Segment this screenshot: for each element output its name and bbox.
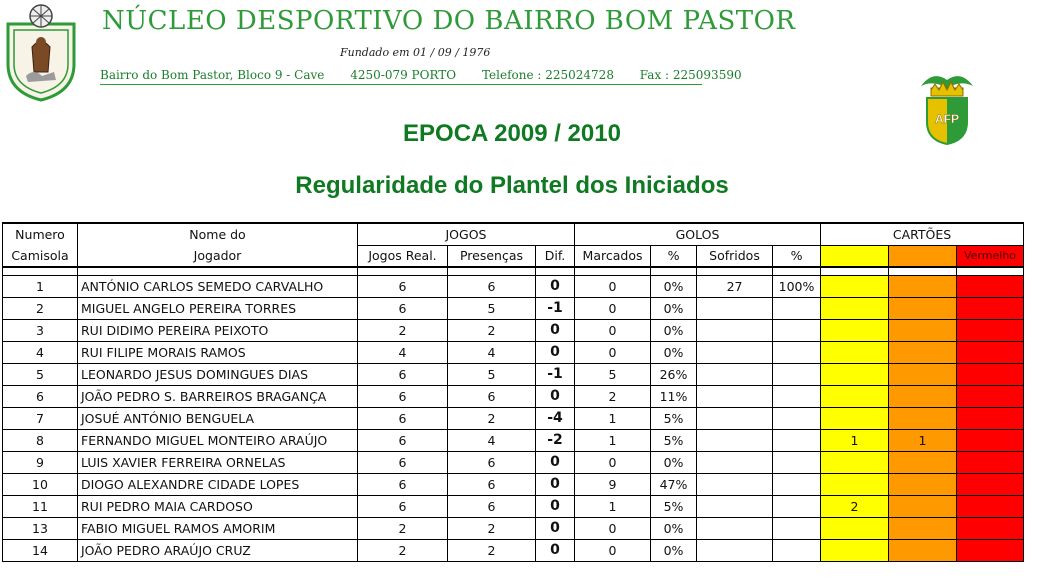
red-card-cell xyxy=(957,517,1024,539)
goals-conceded-pct-cell xyxy=(773,385,821,407)
goals-conceded-pct-cell xyxy=(773,407,821,429)
difference-cell: 0 xyxy=(536,517,575,539)
yellow-card-cell xyxy=(821,451,889,473)
red-card-cell xyxy=(957,473,1024,495)
squad-stats-table xyxy=(2,222,1024,562)
player-name-cell: LEONARDO JESUS DOMINGUES DIAS xyxy=(78,363,358,385)
header-nome-do: Nome do xyxy=(78,223,358,245)
goals-conceded-cell xyxy=(697,473,773,495)
player-name-cell: DIOGO ALEXANDRE CIDADE LOPES xyxy=(78,473,358,495)
header-spacer-row xyxy=(3,267,1024,275)
orange-card-cell xyxy=(889,363,957,385)
header-numero: Numero xyxy=(3,223,78,245)
games-played-cell: 6 xyxy=(358,429,448,451)
difference-cell: -1 xyxy=(536,363,575,385)
difference-cell: 0 xyxy=(536,275,575,297)
attendance-cell: 2 xyxy=(448,517,536,539)
table-row xyxy=(3,539,1024,561)
difference-cell: 0 xyxy=(536,319,575,341)
red-card-cell xyxy=(957,275,1024,297)
red-card-cell xyxy=(957,429,1024,451)
difference-cell: 0 xyxy=(536,473,575,495)
difference-cell: -2 xyxy=(536,429,575,451)
header-pct-sofridos: % xyxy=(773,245,821,267)
report-subtitle: Regularidade do Plantel dos Iniciados xyxy=(295,172,729,199)
attendance-cell: 6 xyxy=(448,385,536,407)
yellow-card-cell xyxy=(821,363,889,385)
yellow-card-cell xyxy=(821,319,889,341)
orange-card-cell xyxy=(889,473,957,495)
goals-conceded-cell xyxy=(697,363,773,385)
orange-card-cell xyxy=(889,275,957,297)
goals-scored-cell: 1 xyxy=(575,407,651,429)
goals-scored-pct-cell: 47% xyxy=(651,473,697,495)
goals-conceded-pct-cell xyxy=(773,319,821,341)
games-played-cell: 6 xyxy=(358,363,448,385)
difference-cell: 0 xyxy=(536,495,575,517)
shirt-number-cell: 4 xyxy=(3,341,78,363)
goals-scored-cell: 0 xyxy=(575,297,651,319)
table-row xyxy=(3,429,1024,451)
table-row xyxy=(3,517,1024,539)
goals-scored-pct-cell: 0% xyxy=(651,319,697,341)
header-yellow-card xyxy=(821,245,889,267)
attendance-cell: 4 xyxy=(448,341,536,363)
red-card-cell xyxy=(957,363,1024,385)
goals-scored-cell: 0 xyxy=(575,517,651,539)
shirt-number-cell: 8 xyxy=(3,429,78,451)
games-played-cell: 4 xyxy=(358,341,448,363)
attendance-cell: 4 xyxy=(448,429,536,451)
goals-conceded-pct-cell xyxy=(773,429,821,451)
games-played-cell: 2 xyxy=(358,319,448,341)
table-row xyxy=(3,385,1024,407)
games-played-cell: 6 xyxy=(358,385,448,407)
founded-date: Fundado em 01 / 09 / 1976 xyxy=(340,46,491,59)
header-dif: Dif. xyxy=(536,245,575,267)
goals-scored-cell: 1 xyxy=(575,429,651,451)
goals-conceded-cell: 27 xyxy=(697,275,773,297)
orange-card-cell xyxy=(889,319,957,341)
goals-conceded-cell xyxy=(697,407,773,429)
table-row xyxy=(3,341,1024,363)
player-name-cell: RUI DIDIMO PEREIRA PEIXOTO xyxy=(78,319,358,341)
player-name-cell: FABIO MIGUEL RAMOS AMORIM xyxy=(78,517,358,539)
table-row xyxy=(3,451,1024,473)
games-played-cell: 6 xyxy=(358,275,448,297)
goals-conceded-cell xyxy=(697,495,773,517)
header-golos: GOLOS xyxy=(575,223,821,245)
goals-conceded-cell xyxy=(697,539,773,561)
red-card-cell xyxy=(957,407,1024,429)
games-played-cell: 6 xyxy=(358,451,448,473)
yellow-card-cell xyxy=(821,385,889,407)
difference-cell: -1 xyxy=(536,297,575,319)
goals-scored-pct-cell: 0% xyxy=(651,275,697,297)
goals-conceded-pct-cell xyxy=(773,451,821,473)
shirt-number-cell: 1 xyxy=(3,275,78,297)
red-card-cell xyxy=(957,385,1024,407)
goals-scored-cell: 0 xyxy=(575,319,651,341)
header-jogador: Jogador xyxy=(78,245,358,267)
header-vermelho: Vermelho xyxy=(957,245,1024,267)
games-played-cell: 6 xyxy=(358,473,448,495)
attendance-cell: 5 xyxy=(448,363,536,385)
table-row xyxy=(3,297,1024,319)
phone-number: Telefone : 225024728 xyxy=(481,68,614,82)
goals-scored-pct-cell: 0% xyxy=(651,451,697,473)
goals-scored-pct-cell: 26% xyxy=(651,363,697,385)
table-row xyxy=(3,495,1024,517)
goals-scored-cell: 0 xyxy=(575,275,651,297)
attendance-cell: 6 xyxy=(448,451,536,473)
goals-conceded-cell xyxy=(697,297,773,319)
attendance-cell: 6 xyxy=(448,275,536,297)
attendance-cell: 5 xyxy=(448,297,536,319)
goals-scored-pct-cell: 0% xyxy=(651,539,697,561)
red-card-cell xyxy=(957,319,1024,341)
goals-conceded-pct-cell xyxy=(773,297,821,319)
orange-card-cell: 1 xyxy=(889,429,957,451)
goals-conceded-pct-cell: 100% xyxy=(773,275,821,297)
orange-card-cell xyxy=(889,341,957,363)
yellow-card-cell xyxy=(821,297,889,319)
shirt-number-cell: 7 xyxy=(3,407,78,429)
yellow-card-cell xyxy=(821,517,889,539)
table-row xyxy=(3,275,1024,297)
player-name-cell: RUI FILIPE MORAIS RAMOS xyxy=(78,341,358,363)
red-card-cell xyxy=(957,341,1024,363)
table-row xyxy=(3,319,1024,341)
player-name-cell: RUI PEDRO MAIA CARDOSO xyxy=(78,495,358,517)
yellow-card-cell xyxy=(821,473,889,495)
attendance-cell: 2 xyxy=(448,407,536,429)
red-card-cell xyxy=(957,539,1024,561)
club-name: NÚCLEO DESPORTIVO DO BAIRRO BOM PASTOR xyxy=(102,6,796,36)
goals-scored-pct-cell: 0% xyxy=(651,297,697,319)
header-jogos-real: Jogos Real. xyxy=(358,245,448,267)
header-sofridos: Sofridos xyxy=(697,245,773,267)
goals-conceded-cell xyxy=(697,341,773,363)
goals-scored-cell: 0 xyxy=(575,341,651,363)
orange-card-cell xyxy=(889,297,957,319)
season-title: EPOCA 2009 / 2010 xyxy=(403,120,621,147)
header-pct-marcados: % xyxy=(651,245,697,267)
difference-cell: 0 xyxy=(536,539,575,561)
shirt-number-cell: 11 xyxy=(3,495,78,517)
difference-cell: 0 xyxy=(536,451,575,473)
player-name-cell: FERNANDO MIGUEL MONTEIRO ARAÚJO xyxy=(78,429,358,451)
header-cartoes: CARTÕES xyxy=(821,223,1024,245)
shirt-number-cell: 5 xyxy=(3,363,78,385)
orange-card-cell xyxy=(889,517,957,539)
orange-card-cell xyxy=(889,539,957,561)
address-line xyxy=(100,68,742,85)
association-logo-text: AFP xyxy=(935,112,959,126)
goals-conceded-cell xyxy=(697,429,773,451)
goals-conceded-cell xyxy=(697,385,773,407)
orange-card-cell xyxy=(889,385,957,407)
attendance-cell: 6 xyxy=(448,495,536,517)
goals-scored-pct-cell: 0% xyxy=(651,517,697,539)
goals-scored-cell: 5 xyxy=(575,363,651,385)
goals-scored-cell: 0 xyxy=(575,451,651,473)
goals-scored-cell: 0 xyxy=(575,539,651,561)
attendance-cell: 2 xyxy=(448,539,536,561)
orange-card-cell xyxy=(889,495,957,517)
attendance-cell: 6 xyxy=(448,473,536,495)
goals-scored-pct-cell: 11% xyxy=(651,385,697,407)
header-orange-card xyxy=(889,245,957,267)
player-name-cell: ANTÓNIO CARLOS SEMEDO CARVALHO xyxy=(78,275,358,297)
goals-scored-cell: 9 xyxy=(575,473,651,495)
player-name-cell: LUIS XAVIER FERREIRA ORNELAS xyxy=(78,451,358,473)
shirt-number-cell: 10 xyxy=(3,473,78,495)
street-address: Bairro do Bom Pastor, Bloco 9 - Cave xyxy=(100,68,325,82)
goals-conceded-pct-cell xyxy=(773,363,821,385)
header-camisola: Camisola xyxy=(3,245,78,267)
goals-conceded-pct-cell xyxy=(773,341,821,363)
orange-card-cell xyxy=(889,407,957,429)
table-row xyxy=(3,473,1024,495)
difference-cell: 0 xyxy=(536,341,575,363)
goals-scored-cell: 1 xyxy=(575,495,651,517)
goals-conceded-pct-cell xyxy=(773,495,821,517)
yellow-card-cell xyxy=(821,539,889,561)
yellow-card-cell: 1 xyxy=(821,429,889,451)
goals-conceded-pct-cell xyxy=(773,517,821,539)
red-card-cell xyxy=(957,451,1024,473)
shirt-number-cell: 2 xyxy=(3,297,78,319)
fax-number: Fax : 225093590 xyxy=(639,68,742,82)
goals-conceded-cell xyxy=(697,451,773,473)
red-card-cell xyxy=(957,495,1024,517)
shirt-number-cell: 13 xyxy=(3,517,78,539)
player-name-cell: JOSUÉ ANTÓNIO BENGUELA xyxy=(78,407,358,429)
red-card-cell xyxy=(957,297,1024,319)
header-marcados: Marcados xyxy=(575,245,651,267)
goals-conceded-cell xyxy=(697,517,773,539)
shirt-number-cell: 14 xyxy=(3,539,78,561)
goals-scored-cell: 2 xyxy=(575,385,651,407)
header-jogos: JOGOS xyxy=(358,223,575,245)
player-name-cell: JOÃO PEDRO ARAÚJO CRUZ xyxy=(78,539,358,561)
games-played-cell: 6 xyxy=(358,495,448,517)
games-played-cell: 2 xyxy=(358,539,448,561)
attendance-cell: 2 xyxy=(448,319,536,341)
postal-code: 4250-079 PORTO xyxy=(350,68,457,82)
goals-conceded-pct-cell xyxy=(773,473,821,495)
shirt-number-cell: 9 xyxy=(3,451,78,473)
goals-scored-pct-cell: 5% xyxy=(651,495,697,517)
difference-cell: 0 xyxy=(536,385,575,407)
yellow-card-cell: 2 xyxy=(821,495,889,517)
games-played-cell: 6 xyxy=(358,297,448,319)
goals-scored-pct-cell: 5% xyxy=(651,407,697,429)
yellow-card-cell xyxy=(821,275,889,297)
table-row xyxy=(3,363,1024,385)
club-crest-logo xyxy=(2,2,80,102)
goals-conceded-pct-cell xyxy=(773,539,821,561)
goals-scored-pct-cell: 0% xyxy=(651,341,697,363)
games-played-cell: 2 xyxy=(358,517,448,539)
games-played-cell: 6 xyxy=(358,407,448,429)
shirt-number-cell: 3 xyxy=(3,319,78,341)
goals-scored-pct-cell: 5% xyxy=(651,429,697,451)
difference-cell: -4 xyxy=(536,407,575,429)
table-row xyxy=(3,407,1024,429)
yellow-card-cell xyxy=(821,341,889,363)
yellow-card-cell xyxy=(821,407,889,429)
header-presencas: Presenças xyxy=(448,245,536,267)
goals-conceded-cell xyxy=(697,319,773,341)
shirt-number-cell: 6 xyxy=(3,385,78,407)
player-name-cell: JOÃO PEDRO S. BARREIROS BRAGANÇA xyxy=(78,385,358,407)
orange-card-cell xyxy=(889,451,957,473)
player-name-cell: MIGUEL ANGELO PEREIRA TORRES xyxy=(78,297,358,319)
